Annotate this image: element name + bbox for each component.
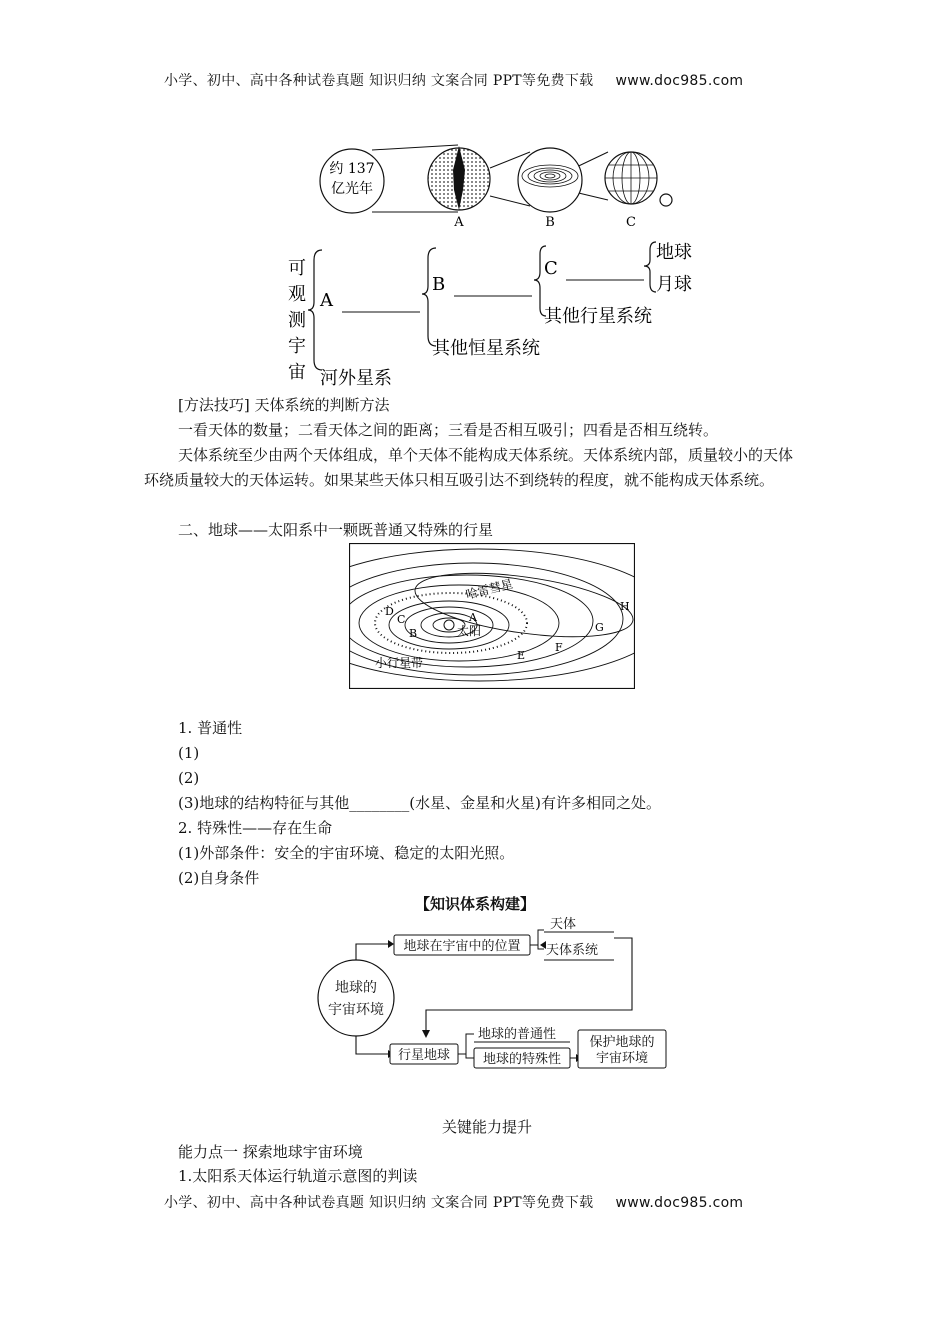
svg-text:行星地球: 行星地球 <box>397 1048 451 1063</box>
universe-size-2: 亿光年 <box>331 181 373 197</box>
level-b: B <box>432 274 446 295</box>
svg-text:宇: 宇 <box>288 336 306 357</box>
section2-title: 二、地球——太阳系中一颗既普通又特殊的行星 <box>178 521 494 539</box>
label-b: B <box>545 215 555 230</box>
ability-title: 关键能力提升 <box>442 1118 533 1136</box>
svg-text:地球的普通性: 地球的普通性 <box>478 1027 557 1042</box>
comet-label: 哈雷彗星 <box>464 576 515 602</box>
svg-text:测: 测 <box>288 310 306 331</box>
header-url[interactable]: www.doc985.com <box>615 73 744 89</box>
universe-size-1: 约 137 <box>329 161 375 177</box>
list-7: (2)自身条件 <box>178 869 260 887</box>
svg-text:地球的特殊性: 地球的特殊性 <box>482 1052 562 1067</box>
list-4: (3)地球的结构特征与其他________(水星、金星和火星)有许多相同之处。 <box>178 794 661 812</box>
svg-text:地球在宇宙中的位置: 地球在宇宙中的位置 <box>403 939 521 954</box>
label-c: C <box>626 215 636 230</box>
c-brace <box>644 242 656 292</box>
page-header <box>164 70 743 90</box>
cosmic-scale-figure <box>318 140 678 232</box>
header-text: 小学、初中、高中各种试卷真题 知识归纳 文案合同 PPT等免费下载 <box>164 73 594 89</box>
moon-label: 月球 <box>656 274 692 295</box>
list-5: 2. 特殊性——存在生命 <box>178 819 333 837</box>
svg-text:观: 观 <box>288 284 306 305</box>
knowledge-map <box>314 914 674 1074</box>
svg-text:C: C <box>397 613 406 626</box>
label-a: A <box>454 215 464 230</box>
level-c: C <box>544 258 558 279</box>
method-title: [方法技巧] 天体系统的判断方法 <box>178 396 390 414</box>
other-stars: 其他恒星系统 <box>432 338 540 359</box>
method-line1: 一看天体的数量；二看天体之间的距离；三看是否相互吸引；四看是否相互绕转。 <box>178 421 719 439</box>
knowledge-map-content <box>318 916 666 1068</box>
svg-text:B: B <box>409 627 418 640</box>
asteroid-label: 小行星带 <box>375 656 424 670</box>
earth-label: 地球 <box>656 242 692 263</box>
a-brace <box>422 248 436 346</box>
level-a: A <box>320 290 333 311</box>
svg-text:G: G <box>595 621 604 634</box>
sun-label: 太阳 <box>457 624 482 638</box>
svg-text:保护地球的: 保护地球的 <box>589 1035 655 1050</box>
list-3: (2) <box>178 769 200 787</box>
page-footer <box>164 1192 743 1212</box>
svg-text:E: E <box>517 649 526 662</box>
moon-circle <box>660 194 672 206</box>
svg-text:宙: 宙 <box>288 362 306 383</box>
svg-text:D: D <box>385 605 394 618</box>
svg-text:可: 可 <box>288 258 306 279</box>
universe-hierarchy-diagram <box>282 238 702 394</box>
svg-text:宇宙环境: 宇宙环境 <box>328 1002 384 1018</box>
svg-text:F: F <box>555 641 563 654</box>
sun-icon <box>444 620 454 630</box>
knowledge-title: 【知识体系构建】 <box>415 895 536 913</box>
svg-text:天体: 天体 <box>550 917 577 932</box>
list-6: (1)外部条件：安全的宇宙环境、稳定的太阳光照。 <box>178 844 515 862</box>
svg-text:A: A <box>469 611 477 624</box>
hierarchy-root <box>288 258 306 383</box>
svg-text:天体系统: 天体系统 <box>546 943 599 958</box>
svg-text:宇宙环境: 宇宙环境 <box>595 1051 649 1066</box>
extragalactic: 河外星系 <box>320 368 392 389</box>
list-1: 1. 普通性 <box>178 719 243 737</box>
solar-system-figure <box>349 543 635 689</box>
list-2: (1) <box>178 744 200 762</box>
other-planets: 其他行星系统 <box>544 306 652 327</box>
center-node <box>318 960 394 1036</box>
ability-item: 1.太阳系天体运行轨道示意图的判读 <box>178 1167 418 1185</box>
method-paragraph: 天体系统至少由两个天体组成，单个天体不能构成天体系统。天体系统内部，质量较小的天体环绕质量较大的天体运转。如果某些天体只相互吸引达不到绕转的程度，就不能构成天体系统。 <box>144 446 794 489</box>
footer-text: 小学、初中、高中各种试卷真题 知识归纳 文案合同 PPT等免费下载 <box>164 1195 594 1211</box>
footer-url[interactable]: www.doc985.com <box>615 1195 744 1211</box>
svg-text:地球的: 地球的 <box>335 980 377 996</box>
ability-point: 能力点一 探索地球宇宙环境 <box>178 1143 363 1161</box>
svg-text:H: H <box>620 600 630 613</box>
